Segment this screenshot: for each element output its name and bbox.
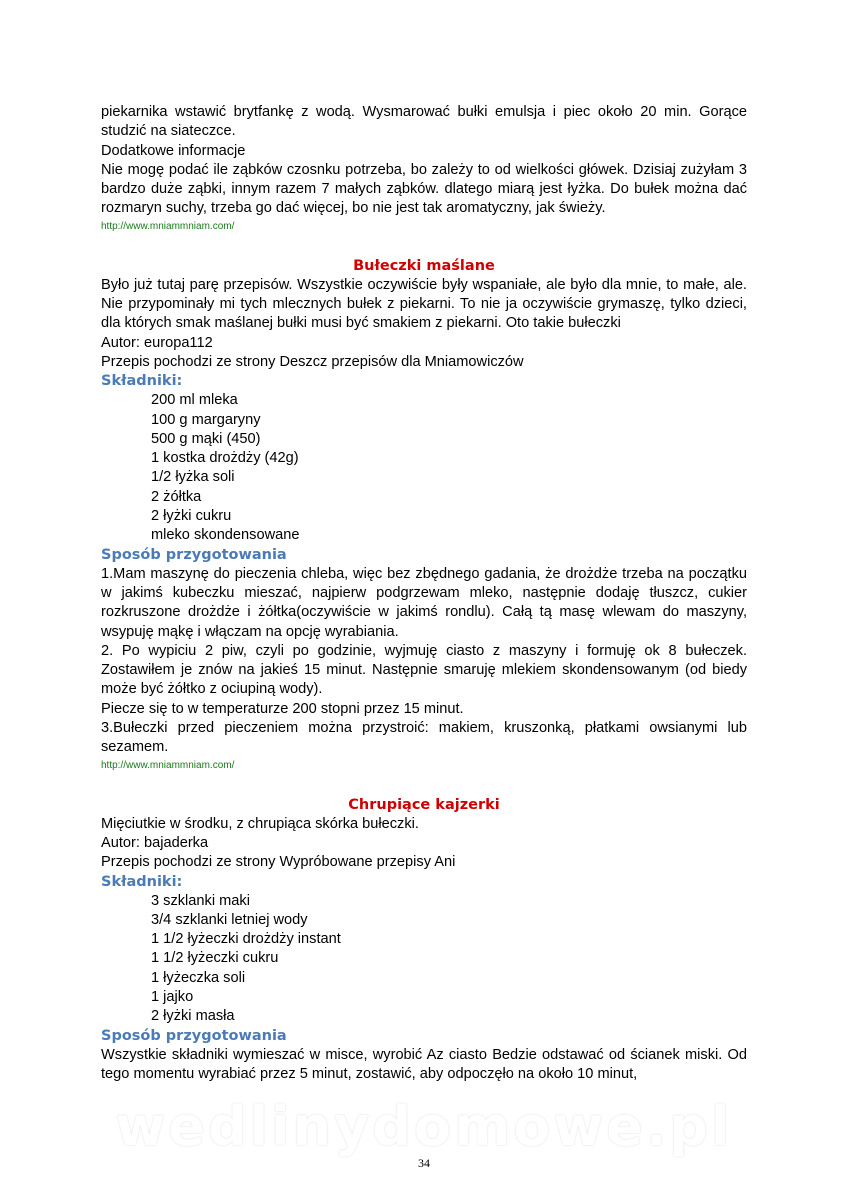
recipe-author: Autor: europa112	[101, 334, 213, 351]
ingredient-item: 1 1/2 łyżeczki drożdży instant	[151, 931, 341, 948]
ingredient-item: 3/4 szklanki letniej wody	[151, 911, 308, 928]
method-step: 1.Mam maszynę do pieczenia chleba, więc bez zbędnego gadania, że drożdże trzeba na początku w jakimś kubeczku mieszać, najpierw podgrzewam mleko, następnie dodaję tłuszcz, cukier rozkruszone drożdże i żółtka(oczywiście w jakimś rondlu). Całą tą masę wlewam do maszyny, wsypuję mąkę i włączam na opcję wyrabiania.	[101, 565, 747, 640]
method-heading: Sposób przygotowania	[101, 1027, 287, 1044]
ingredient-item: mleko skondensowane	[151, 527, 300, 544]
recipe-buleczki-maslane	[101, 256, 747, 773]
recipe-chrupiace-kajzerki	[101, 795, 747, 1085]
recipe-title: Chrupiące kajzerki	[348, 796, 500, 813]
method-step: Piecze się to w temperaturze 200 stopni przez 15 minut.	[101, 700, 464, 717]
ingredient-item: 100 g margaryny	[151, 411, 261, 428]
source-link[interactable]: http://www.mniammniam.com/	[101, 220, 235, 232]
method-heading: Sposób przygotowania	[101, 546, 287, 563]
page-content	[101, 103, 747, 1084]
ingredient-item: 1/2 łyżka soli	[151, 469, 235, 486]
intro-section	[101, 103, 747, 234]
ingredient-item: 1 1/2 łyżeczki cukru	[151, 950, 279, 967]
ingredient-item: 2 łyżki cukru	[151, 508, 232, 525]
ingredient-item: 1 kostka drożdży (42g)	[151, 450, 299, 467]
source-link[interactable]: http://www.mniammniam.com/	[101, 759, 235, 771]
ingredients-heading: Składniki:	[101, 873, 183, 890]
method-step: 3.Bułeczki przed pieczeniem można przystroić: makiem, kruszonką, płatkami owsianymi lub sezamem.	[101, 720, 747, 756]
intro-subheading: Dodatkowe informacje	[101, 142, 246, 159]
ingredient-item: 500 g mąki (450)	[151, 430, 261, 447]
recipe-title: Bułeczki maślane	[353, 257, 495, 274]
recipe-source: Przepis pochodzi ze strony Wypróbowane przepisy Ani	[101, 854, 456, 871]
intro-paragraph: piekarnika wstawić brytfankę z wodą. Wysmarować bułki emulsja i piec około 20 min. Gorące studzić na siateczce.	[101, 104, 747, 140]
method-step: Wszystkie składniki wymieszać w misce, wyrobić Az ciasto Bedzie odstawać od ścianek miski. Od tego momentu wyrabiać przez 5 minut, zostawić, aby odpoczęło na około 10 minut,	[101, 1046, 747, 1082]
ingredients-list	[101, 391, 747, 545]
header-mark	[101, 0, 107, 4]
ingredients-list	[101, 892, 747, 1027]
ingredients-heading: Składniki:	[101, 373, 183, 390]
ingredient-item: 200 ml mleka	[151, 392, 238, 409]
ingredient-item: 3 szklanki maki	[151, 892, 250, 909]
ingredient-item: 2 żółtka	[151, 488, 202, 505]
method-step: 2. Po wypiciu 2 piw, czyli po godzinie, wyjmuję ciasto z maszyny i formuję ok 8 bułeczek. Zostawiłem je znów na jakieś 15 minut. Następnie smaruję mlekiem skondensowanym (od biedy może być żółtko z ociupiną wody).	[101, 642, 747, 698]
recipe-description: Było już tutaj parę przepisów. Wszystkie oczywiście były wspaniałe, ale było dla mnie, to małe, ale. Nie przypominały mi tych mlecznych bułek z piekarni. To nie ja oczywiście grymaszę, tylko dzieci, dla których smak maślanej bułki musi być smakiem z piekarni. Oto takie bułeczki	[101, 276, 747, 332]
watermark: wedlinydomowe.pl	[115, 1095, 733, 1158]
recipe-description: Mięciutkie w środku, z chrupiąca skórka bułeczki.	[101, 815, 419, 832]
ingredient-item: 1 łyżeczka soli	[151, 969, 246, 986]
page-number: 34	[418, 1156, 430, 1170]
recipe-author: Autor: bajaderka	[101, 834, 209, 851]
ingredient-item: 1 jajko	[151, 988, 194, 1005]
ingredient-item: 2 łyżki masła	[151, 1008, 235, 1025]
recipe-source: Przepis pochodzi ze strony Deszcz przepisów dla Mniamowiczów	[101, 353, 524, 370]
intro-paragraph: Nie mogę podać ile ząbków czosnku potrzeba, bo zależy to od wielkości główek. Dzisiaj zużyłam 3 bardzo duże ząbki, innym razem 7 małych ząbków. dlatego miarą jest łyżka. Do bułek można dać rozmaryn suchy, trzeba go dać więcej, bo nie jest tak aromatyczny, jak świeży.	[101, 161, 747, 217]
